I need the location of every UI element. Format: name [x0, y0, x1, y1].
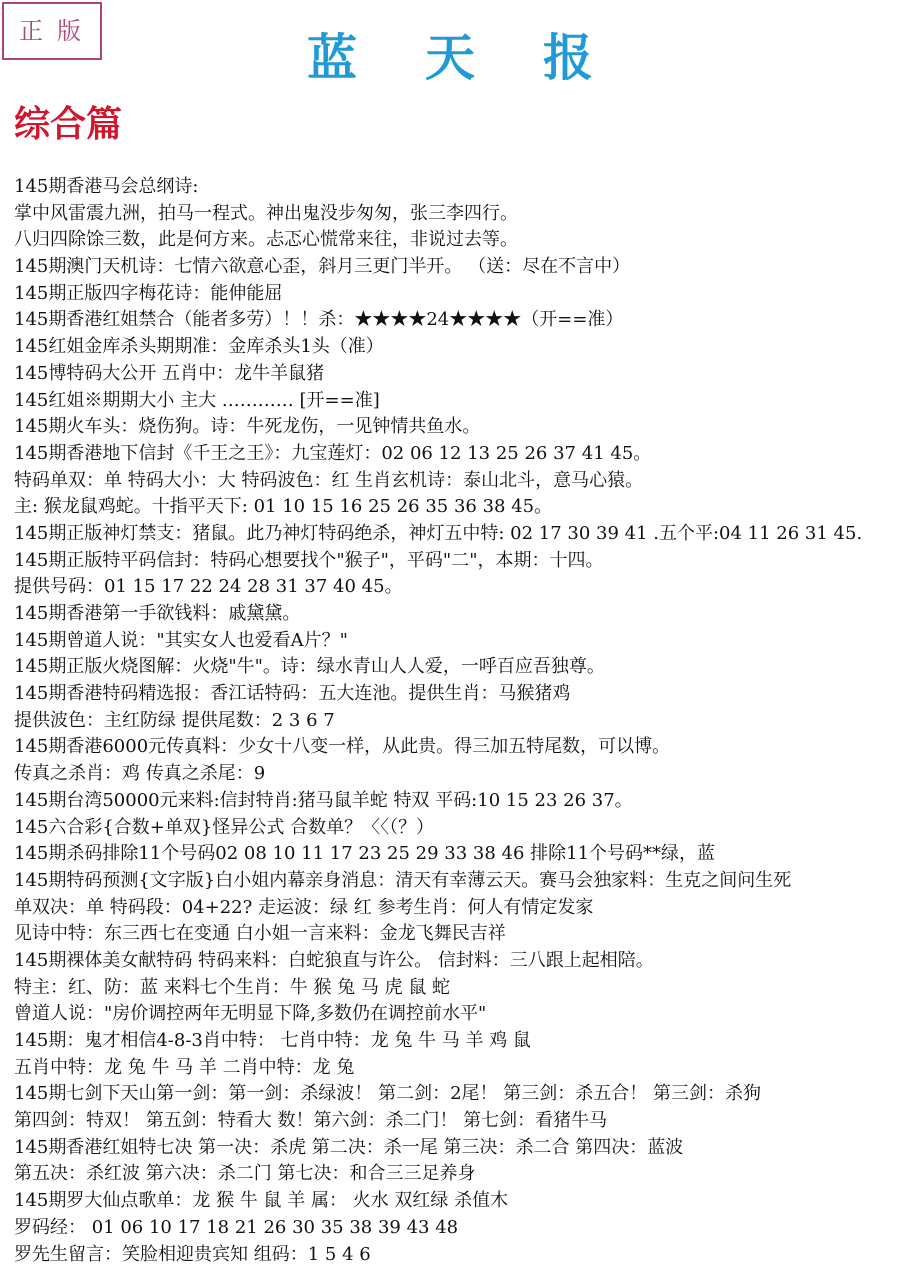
text-line: 145期火车头：烧伤狗。诗：牛死龙伤，一见钟情共鱼水。	[14, 414, 894, 441]
page-title: 蓝天报	[0, 18, 900, 90]
text-line: 145期正版神灯禁支：猪鼠。此乃神灯特码绝杀，神灯五中特: 02 17 30 39 41 .五个平:04 11 26 31 45.	[14, 521, 894, 548]
text-line: 145期香港地下信封《千王之王》：九宝莲灯：02 06 12 13 25 26 37 41 45。	[14, 441, 894, 468]
text-line: 145期香港红姐禁合（能者多劳）！！杀：★★★★24★★★★（开==准）	[14, 307, 894, 334]
text-line: 145六合彩{合数+单双}怪异公式 合数单？〈〈（？）	[14, 815, 894, 842]
text-line: 八归四除馀三数，此是何方来。忐忑心慌常来往，非说过去等。	[14, 227, 894, 254]
text-line: 145期特码预测{文字版}白小姐内幕亲身消息：清天有幸薄云天。赛马会独家料：生克之间问生死	[14, 868, 894, 895]
text-line: 主: 猴龙鼠鸡蛇。十指平天下: 01 10 15 16 25 26 35 36 38 45。	[14, 494, 894, 521]
text-line: 145期香港6000元传真料：少女十八变一样，从此贵。得三加五特尾数，可以博。	[14, 734, 894, 761]
text-line: 145期香港第一手欲钱料：戚黛黛。	[14, 601, 894, 628]
article-body	[14, 174, 894, 1268]
text-line: 145期香港特码精选报：香江话特码：五大连池。提供生肖：马猴猪鸡	[14, 681, 894, 708]
edition-badge: 正版	[2, 2, 102, 60]
text-line: 罗先生留言：笑脸相迎贵宾知 组码：1 5 4 6	[14, 1242, 894, 1268]
text-line: 145期台湾50000元来料:信封特肖:猪马鼠羊蛇 特双 平码:10 15 23 26 37。	[14, 788, 894, 815]
text-line: 145期七剑下天山第一剑：第一剑：杀绿波！ 第二剑：2尾！ 第三剑：杀五合！ 第三剑：杀狗	[14, 1081, 894, 1108]
text-line: 145期：鬼才相信4-8-3肖中特： 七肖中特：龙 兔 牛 马 羊 鸡 鼠	[14, 1028, 894, 1055]
text-line: 传真之杀肖：鸡 传真之杀尾：9	[14, 761, 894, 788]
text-line: 掌中风雷震九洲，拍马一程式。神出鬼没步匆匆，张三李四行。	[14, 201, 894, 228]
text-line: 五肖中特：龙 兔 牛 马 羊 二肖中特：龙 兔	[14, 1055, 894, 1082]
text-line: 145红姐金库杀头期期准：金库杀头1头（准）	[14, 334, 894, 361]
text-line: 曾道人说："房价调控两年无明显下降,多数仍在调控前水平"	[14, 1001, 894, 1028]
text-line: 145期杀码排除11个号码02 08 10 11 17 23 25 29 33 38 46 排除11个号码**绿，蓝	[14, 841, 894, 868]
text-line: 罗码经： 01 06 10 17 18 21 26 30 35 38 39 43 48	[14, 1215, 894, 1242]
text-line: 145期澳门天机诗：七情六欲意心歪，斜月三更门半开。 （送：尽在不言中）	[14, 254, 894, 281]
text-line: 145期正版火烧图解：火烧"牛"。诗：绿水青山人人爱，一呼百应吾独尊。	[14, 654, 894, 681]
text-line: 第四剑：特双！ 第五剑：特看大 数！第六剑：杀二门！ 第七剑：看猪牛马	[14, 1108, 894, 1135]
text-line: 145红姐※期期大小 主大 ………… [开==准]	[14, 388, 894, 415]
text-line: 见诗中特：东三西七在变通 白小姐一言来料：金龙飞舞民吉祥	[14, 921, 894, 948]
text-line: 145期曾道人说："其实女人也爱看A片？"	[14, 628, 894, 655]
text-line: 提供号码：01 15 17 22 24 28 31 37 40 45。	[14, 574, 894, 601]
text-line: 145期正版四字梅花诗：能伸能屈	[14, 281, 894, 308]
text-line: 145博特码大公开 五肖中：龙牛羊鼠猪	[14, 361, 894, 388]
text-line: 145期裸体美女献特码 特码来料：白蛇狼直与许公。 信封料：三八跟上起相陪。	[14, 948, 894, 975]
text-line: 第五决：杀红波 第六决：杀二门 第七决：和合三三足养身	[14, 1161, 894, 1188]
section-title: 综合篇	[14, 96, 122, 147]
text-line: 单双决：单 特码段：04+22? 走运波：绿 红 参考生肖：何人有情定发家	[14, 895, 894, 922]
text-line: 145期香港红姐特七决 第一决：杀虎 第二决：杀一尾 第三决：杀二合 第四决：蓝波	[14, 1135, 894, 1162]
text-line: 145期香港马会总纲诗:	[14, 174, 894, 201]
text-line: 145期罗大仙点歌单：龙 猴 牛 鼠 羊 属： 火水 双红绿 杀值木	[14, 1188, 894, 1215]
text-line: 特主：红、防：蓝 来料七个生肖：牛 猴 兔 马 虎 鼠 蛇	[14, 975, 894, 1002]
text-line: 提供波色：主红防绿 提供尾数：2 3 6 7	[14, 708, 894, 735]
text-line: 特码单双：单 特码大小：大 特码波色：红 生肖玄机诗：泰山北斗，意马心猿。	[14, 468, 894, 495]
text-line: 145期正版特平码信封：特码心想要找个"猴子"，平码"二"，本期：十四。	[14, 548, 894, 575]
